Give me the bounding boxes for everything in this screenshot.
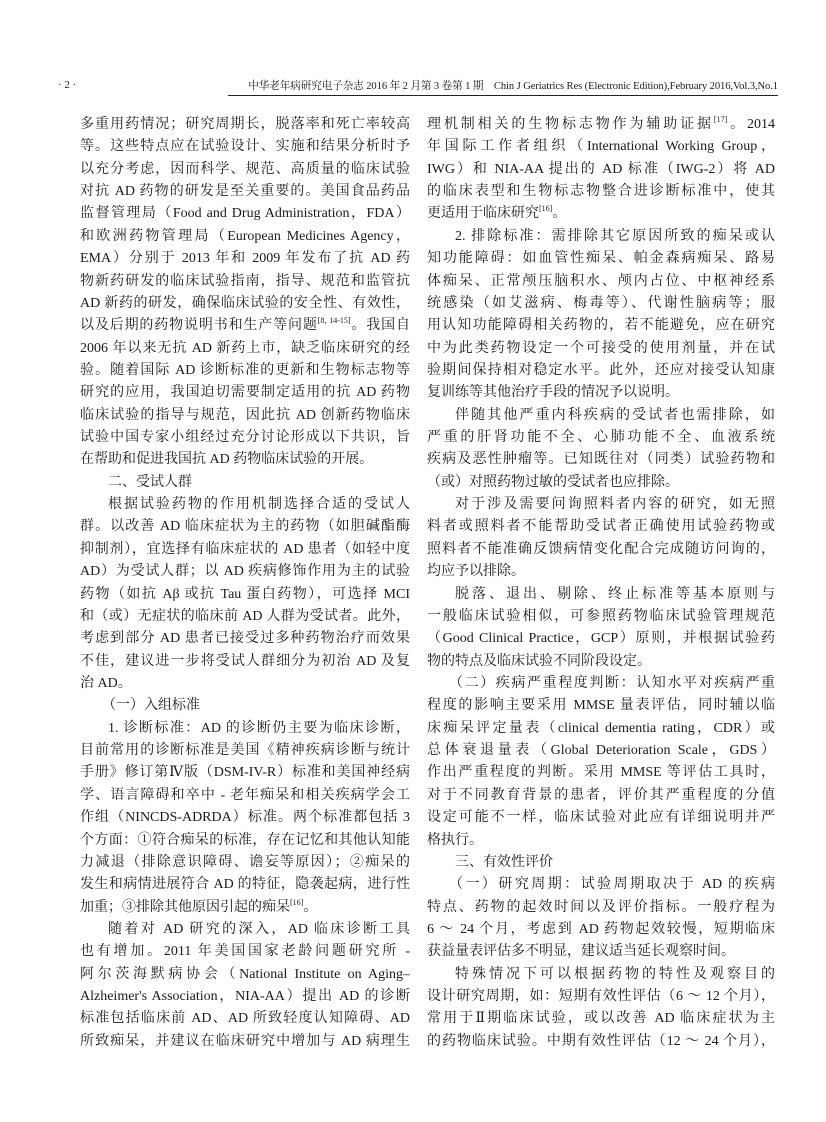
text-line: 治 AD。	[80, 675, 132, 691]
text-line: 严重的肝肾功能不全、心肺功能不全、血液系统	[427, 430, 775, 446]
text-line: 和欧洲药物管理局（European Medicines Agency，	[80, 228, 410, 244]
text-line: 特殊情况下可以根据药物的特性及观察目的	[455, 966, 775, 982]
citation-ref: [16]	[539, 204, 553, 214]
text-line: （Good Clinical Practice，GCP）原则，并根据试验药	[427, 631, 775, 647]
paragraph	[427, 874, 775, 963]
text-line: 力减退（排除意识障碍、谵妄等原因）；②痴呆的	[80, 854, 410, 870]
paragraph	[80, 919, 410, 1053]
paragraph	[427, 114, 775, 226]
text-line: 作组（NINCDS-ADRDA）标准。两个标准都包括 3	[80, 810, 410, 826]
text-line	[80, 897, 410, 919]
paragraph	[80, 114, 410, 472]
running-header: 中华老年病研究电子杂志 2016 年 2 月第 3 卷第 1 期 Chin J Geriatrics Res (Electronic Edition),February 2016,Vol.3,No.1	[228, 78, 778, 96]
paragraph	[427, 494, 775, 583]
text-line: 目前常用的诊断标准是美国《精神疾病诊断与统计	[80, 743, 410, 759]
text-line: 均应予以排除。	[427, 564, 525, 580]
text-line: 2006 年以来无抗 AD 新药上市，缺乏临床研究的经	[80, 340, 410, 356]
text-line: 2. 排除标准：需排除其它原因所致的痴呆或认	[455, 228, 775, 244]
text-line: 研究的应用，我国迫切需要制定适用的抗 AD 药物	[80, 385, 410, 401]
text-segment: 更适用于临床研究	[427, 206, 539, 222]
text-segment: 。我国自	[350, 318, 411, 334]
text-line: 作出严重程度的判断。采用 MMSE 等评估工具时，	[427, 765, 775, 781]
text-line: 6 ～ 24 个月，考虑到 AD 药物起效较慢，短期临床	[427, 921, 775, 937]
text-line: 复训练等其他治疗手段的情况予以说明。	[427, 385, 679, 401]
text-line: 中为此类药物设定一个可接受的使用剂量，并在试	[427, 340, 775, 356]
text-line: 常用于Ⅱ期临床试验，或以改善 AD 临床症状为主	[427, 1011, 775, 1027]
text-line: 考虑到部分 AD 患者已接受过多种药物治疗而效果	[80, 631, 410, 647]
text-line: 脱落、退出、剔除、终止标准等基本原则与	[455, 586, 775, 602]
text-line	[427, 114, 775, 136]
text-line: 发生和病情进展符合 AD 的特征，隐袭起病，进行性	[80, 877, 410, 893]
text-line: （一）研究周期：试验周期取决于 AD 的疾病	[449, 877, 775, 893]
text-segment: 。	[552, 206, 567, 222]
text-line: （二）疾病严重程度判断：认知水平对疾病严重	[449, 675, 775, 691]
text-line: 个方面：①符合痴呆的标准，存在记忆和其他认知能	[80, 832, 410, 848]
text-line: 用认知功能障碍相关药物的，若不能避免，应在研究	[427, 318, 775, 334]
text-line: 所致痴呆，并建议在临床研究中增加与 AD 病理生	[80, 1033, 410, 1049]
section-heading	[80, 695, 410, 717]
page-number: · 2 ·	[58, 79, 77, 91]
paragraph	[427, 226, 775, 405]
paragraph	[80, 494, 410, 695]
text-line: 物的特点及临床试验不同阶段设定。	[427, 653, 651, 669]
citation-ref: [16]	[290, 897, 304, 907]
text-line: 物新药研发的临床试验指南，指导、规范和监管抗	[80, 273, 410, 289]
text-line: 格执行。	[427, 832, 483, 848]
text-line: 年国际工作者组织（International Working Group，	[427, 139, 775, 155]
paragraph	[80, 718, 410, 919]
section-heading	[427, 852, 775, 874]
paragraph	[427, 964, 775, 1053]
text-line: 体痴呆、正常颅压脑积水、颅内占位、中枢神经系	[427, 273, 775, 289]
paragraph	[427, 584, 775, 673]
text-line: 床痴呆评定量表（clinical dementia rating，CDR）或	[427, 720, 775, 736]
text-line: 料者或照料者不能帮助受试者正确使用试验药物或	[427, 519, 775, 535]
text-line: 伴随其他严重内科疾病的受试者也需排除，如	[455, 407, 775, 423]
text-line: AD 新药的研发，确保临床试验的安全性、有效性，	[80, 295, 410, 311]
text-segment: 理机制相关的生物标志物作为辅助证据	[427, 117, 714, 132]
paragraph	[427, 405, 775, 494]
text-segment: 以及后期的药物说明书和生产等问题	[80, 318, 318, 334]
text-segment: 加重；③排除其他原因引起的痴呆	[80, 899, 290, 915]
text-line: 的临床表型和生物标志物整合进诊断标准中，使其	[427, 184, 775, 200]
text-line: （一）入组标准	[102, 698, 200, 714]
text-line: 也有增加。2011 年美国国家老龄问题研究所 -	[80, 944, 410, 960]
text-line: 多重用药情况；研究周期长，脱落率和死亡率较高	[80, 117, 410, 132]
text-line: 药物（如抗 Aβ 或抗 Tau 蛋白药物），可选择 MCI	[80, 586, 410, 602]
text-line: 一般临床试验相似，可参照药物临床试验管理规范	[427, 608, 775, 624]
text-line: 群。以改善 AD 临床症状为主的药物（如胆碱酯酶	[80, 519, 410, 535]
citation-ref: [17]	[713, 115, 728, 124]
text-line: 总体衰退量表（Global Deterioration Scale，GDS）	[427, 743, 775, 759]
text-line: 验期间保持相对稳定水平。此外，还应对接受认知康	[427, 362, 775, 378]
text-line: 特点、药物的起效时间以及评价指标。一般疗程为	[427, 899, 775, 915]
text-line: 三、有效性评价	[455, 854, 553, 870]
text-line: 标准包括临床前 AD、AD 所致轻度认知障碍、AD	[80, 1011, 410, 1027]
text-line: 根据试验药物的作用机制选择合适的受试人	[108, 497, 410, 513]
text-line: 程度的影响主要采用 MMSE 量表评估，同时辅以临	[427, 698, 775, 714]
text-column-left	[80, 114, 410, 1053]
text-line: 阿尔茨海默病协会（National Institute on Aging–	[80, 966, 410, 982]
text-segment: 。	[303, 899, 318, 915]
text-line: 手册》修订第Ⅳ版（DSM-IV-R）标准和美国神经病	[80, 765, 410, 781]
text-line: Alzheimer's Association，NIA-AA）提出 AD 的诊断	[80, 989, 410, 1005]
text-line: 等。这些特点应在试验设计、实施和结果分析时予	[80, 139, 410, 155]
text-line: EMA）分别于 2013 年和 2009 年发布了抗 AD 药	[80, 251, 410, 267]
text-line: 设定可能不一样，临床试验对此应有详细说明并严	[427, 810, 775, 826]
text-line: 设计研究周期，如：短期有效性评估（6 ～ 12 个月），	[427, 989, 775, 1005]
text-line: 二、受试人群	[108, 474, 192, 490]
text-line: 随着对 AD 研究的深入，AD 临床诊断工具	[108, 921, 410, 937]
text-line: 对于涉及需要问询照料者内容的研究，如无照	[455, 497, 775, 513]
paragraph	[427, 673, 775, 852]
text-line	[427, 203, 775, 225]
text-line: 和（或）无症状的临床前 AD 人群为受试者。此外，	[80, 608, 410, 624]
text-line: IWG）和 NIA-AA 提出的 AD 标准（IWG-2）将 AD	[427, 161, 775, 177]
text-line: 对于不同教育背景的患者，评价其严重程度的分值	[427, 787, 775, 803]
text-line: 对抗 AD 药物的研发是至关重要的。美国食品药品	[80, 184, 410, 200]
citation-ref: [8, 14-15]	[317, 316, 351, 326]
text-line: 照料者不能准确反馈病情变化配合完成随访问询的，	[427, 541, 775, 557]
text-line: 统感染（如艾滋病、梅毒等）、代谢性脑病等；服	[427, 295, 775, 311]
text-line: 学、语言障碍和卒中 - 老年痴呆和相关疾病学会工	[80, 787, 410, 803]
text-line: AD）为受试人群；以 AD 疾病修饰作用为主的试验	[80, 564, 410, 580]
text-line: 抑制剂），宜选择有临床症状的 AD 患者（如轻中度	[80, 541, 410, 557]
section-heading	[80, 472, 410, 494]
text-line: 知功能障碍：如血管性痴呆、帕金森病痴呆、路易	[427, 251, 775, 267]
text-line: 获益量表评估多不明显，建议适当延长观察时间。	[427, 944, 735, 960]
text-line: （或）对照药物过敏的受试者也应排除。	[427, 474, 679, 490]
text-line	[80, 315, 410, 337]
text-line: 验。随着国际 AD 诊断标准的更新和生物标志物等	[80, 362, 410, 378]
text-line: 以充分考虑，因而科学、规范、高质量的临床试验	[80, 161, 410, 177]
text-line: 的药物临床试验。中期有效性评估（12 ～ 24 个月），	[427, 1033, 775, 1049]
text-segment: 。2014	[727, 117, 776, 132]
text-line: 临床试验的指导与规范，因此抗 AD 创新药物临床	[80, 407, 410, 423]
text-line: 不佳，建议进一步将受试人群细分为初治 AD 及复	[80, 653, 410, 669]
text-line: 疾病及恶性肿瘤等。已知既往对（同类）试验药物和	[427, 452, 775, 468]
text-line: 试验中国专家小组经过充分讨论形成以下共识，旨	[80, 430, 410, 446]
text-line: 1. 诊断标准：AD 的诊断仍主要为临床诊断，	[108, 720, 410, 736]
text-column-right	[427, 114, 775, 1053]
text-line: 监督管理局（Food and Drug Administration，FDA）	[80, 206, 410, 222]
text-line: 在帮助和促进我国抗 AD 药物临床试验的开展。	[80, 452, 374, 468]
